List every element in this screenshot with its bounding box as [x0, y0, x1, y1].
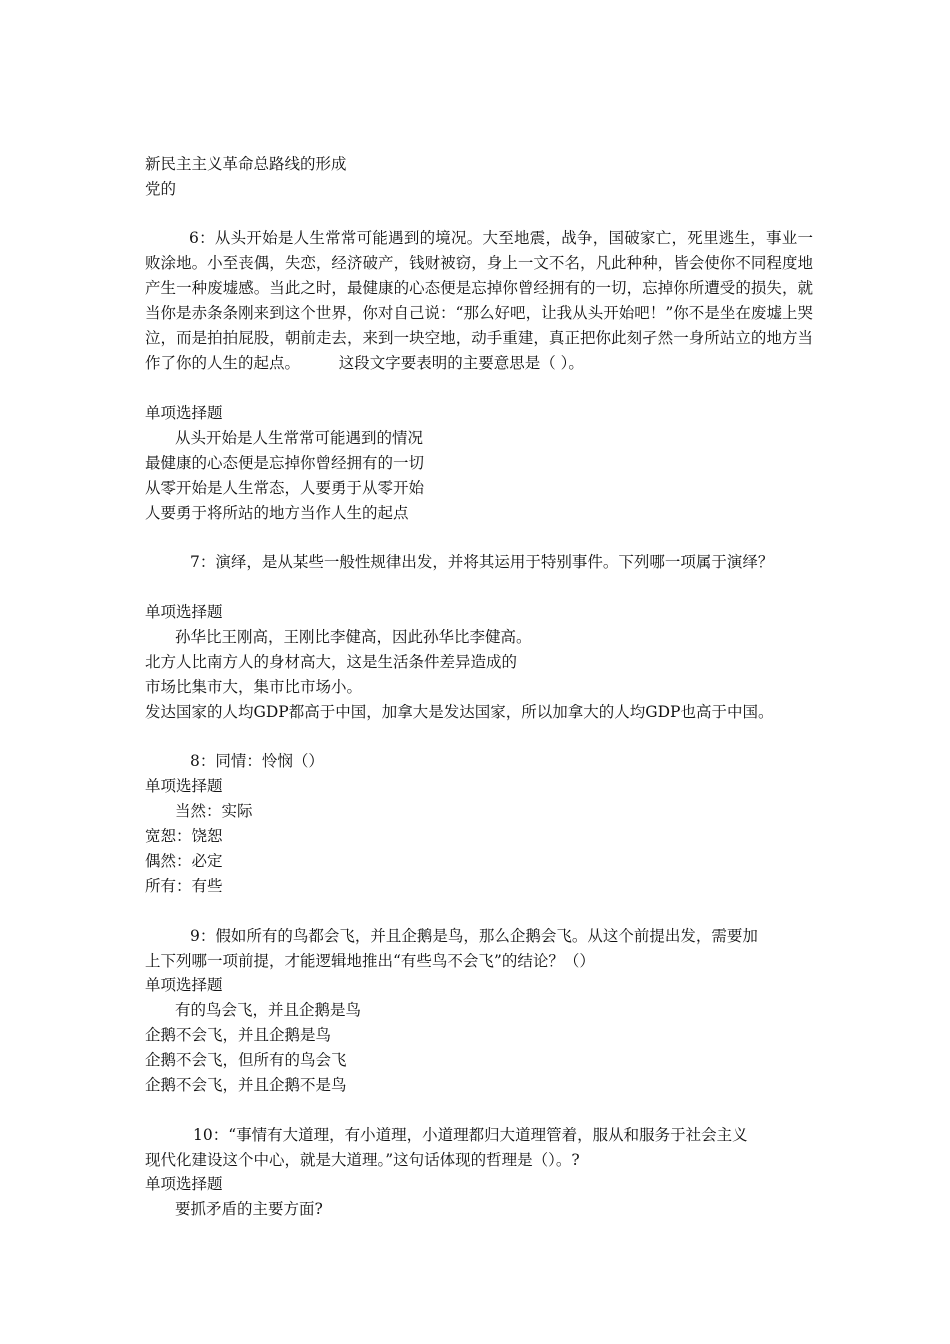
question-7-option-a: 孙华比王刚高，王刚比李健高，因此孙华比李健高。 — [175, 628, 532, 646]
question-8-option-b: 宽恕：饶恕 — [145, 827, 223, 845]
intro-line-1: 新民主主义革命总路线的形成 — [145, 155, 347, 173]
question-9-option-a: 有的鸟会飞，并且企鹅是鸟 — [175, 1001, 362, 1019]
question-8-option-c: 偶然：必定 — [145, 852, 223, 870]
question-9-option-c: 企鹅不会飞，但所有的鸟会飞 — [145, 1051, 347, 1069]
question-10-type: 单项选择题 — [145, 1175, 223, 1193]
question-6-option-c: 从零开始是人生常态，人要勇于从零开始 — [145, 479, 425, 497]
question-10-option-a: 要抓矛盾的主要方面? — [175, 1200, 323, 1218]
question-10-text-line-1: 10：“事情有大道理，有小道理，小道理都归大道理管着，服从和服务于社会主义 — [193, 1126, 748, 1144]
question-9-option-b: 企鹅不会飞，并且企鹅是鸟 — [145, 1026, 332, 1044]
question-9-text-line-1: 9：假如所有的鸟都会飞，并且企鹅是鸟，那么企鹅会飞。从这个前提出发，需要加 — [190, 927, 758, 945]
question-9-option-d: 企鹅不会飞，并且企鹅不是鸟 — [145, 1076, 347, 1094]
question-7-option-b: 北方人比南方人的身材高大，这是生活条件差异造成的 — [145, 653, 518, 671]
question-6-option-b: 最健康的心态便是忘掉你曾经拥有的一切 — [145, 454, 425, 472]
question-10-text-line-2: 现代化建设这个中心，就是大道理。”这句话体现的哲理是（）。? — [145, 1151, 580, 1169]
intro-line-2: 党的 — [145, 180, 177, 198]
question-7-option-d: 发达国家的人均GDP都高于中国，加拿大是发达国家，所以加拿大的人均GDP也高于中国。 — [145, 703, 774, 721]
question-8-text: 8：同情：怜悯（） — [190, 752, 324, 770]
question-7-type: 单项选择题 — [145, 603, 223, 621]
question-8-type: 单项选择题 — [145, 777, 223, 795]
question-6-option-d: 人要勇于将所站的地方当作人生的起点 — [145, 504, 409, 522]
question-7-text: 7：演绎，是从某些一般性规律出发，并将其运用于特别事件。下列哪一项属于演绎？ — [190, 553, 774, 571]
question-9-type: 单项选择题 — [145, 976, 223, 994]
question-6-type: 单项选择题 — [145, 404, 223, 422]
question-8-option-d: 所有：有些 — [145, 877, 223, 895]
question-7-option-c: 市场比集市大，集市比市场小。 — [145, 678, 363, 696]
question-9-text-line-2: 上下列哪一项前提，才能逻辑地推出“有些鸟不会飞”的结论？（） — [145, 952, 595, 970]
question-6-option-a: 从头开始是人生常常可能遇到的情况 — [175, 429, 424, 447]
question-6-text: 6：从头开始是人生常常可能遇到的境况。大至地震，战争，国破家亡，死里逃生，事业一败涂地。小至丧偶，失恋，经济破产，钱财被窃，身上一文不名，凡此种种，皆会使你不同程度地产生一种废墟感。当此之时，最健康的心态便是忘掉你曾经拥有的一切，忘掉你所遭受的损失，就当你是赤条条刚来到这个世界，你对自己说：“那么好吧，让我从头开始吧！”你不是坐在废墟上哭泣，而是拍拍屁股，朝前走去，来到一块空地，动手重建，真正把你此刻孑然一身所站立的地方当作了你的人生的起点。 这段文字要表明的主要意思是（ ）。 — [145, 229, 813, 372]
question-8-option-a: 当然：实际 — [175, 802, 253, 820]
